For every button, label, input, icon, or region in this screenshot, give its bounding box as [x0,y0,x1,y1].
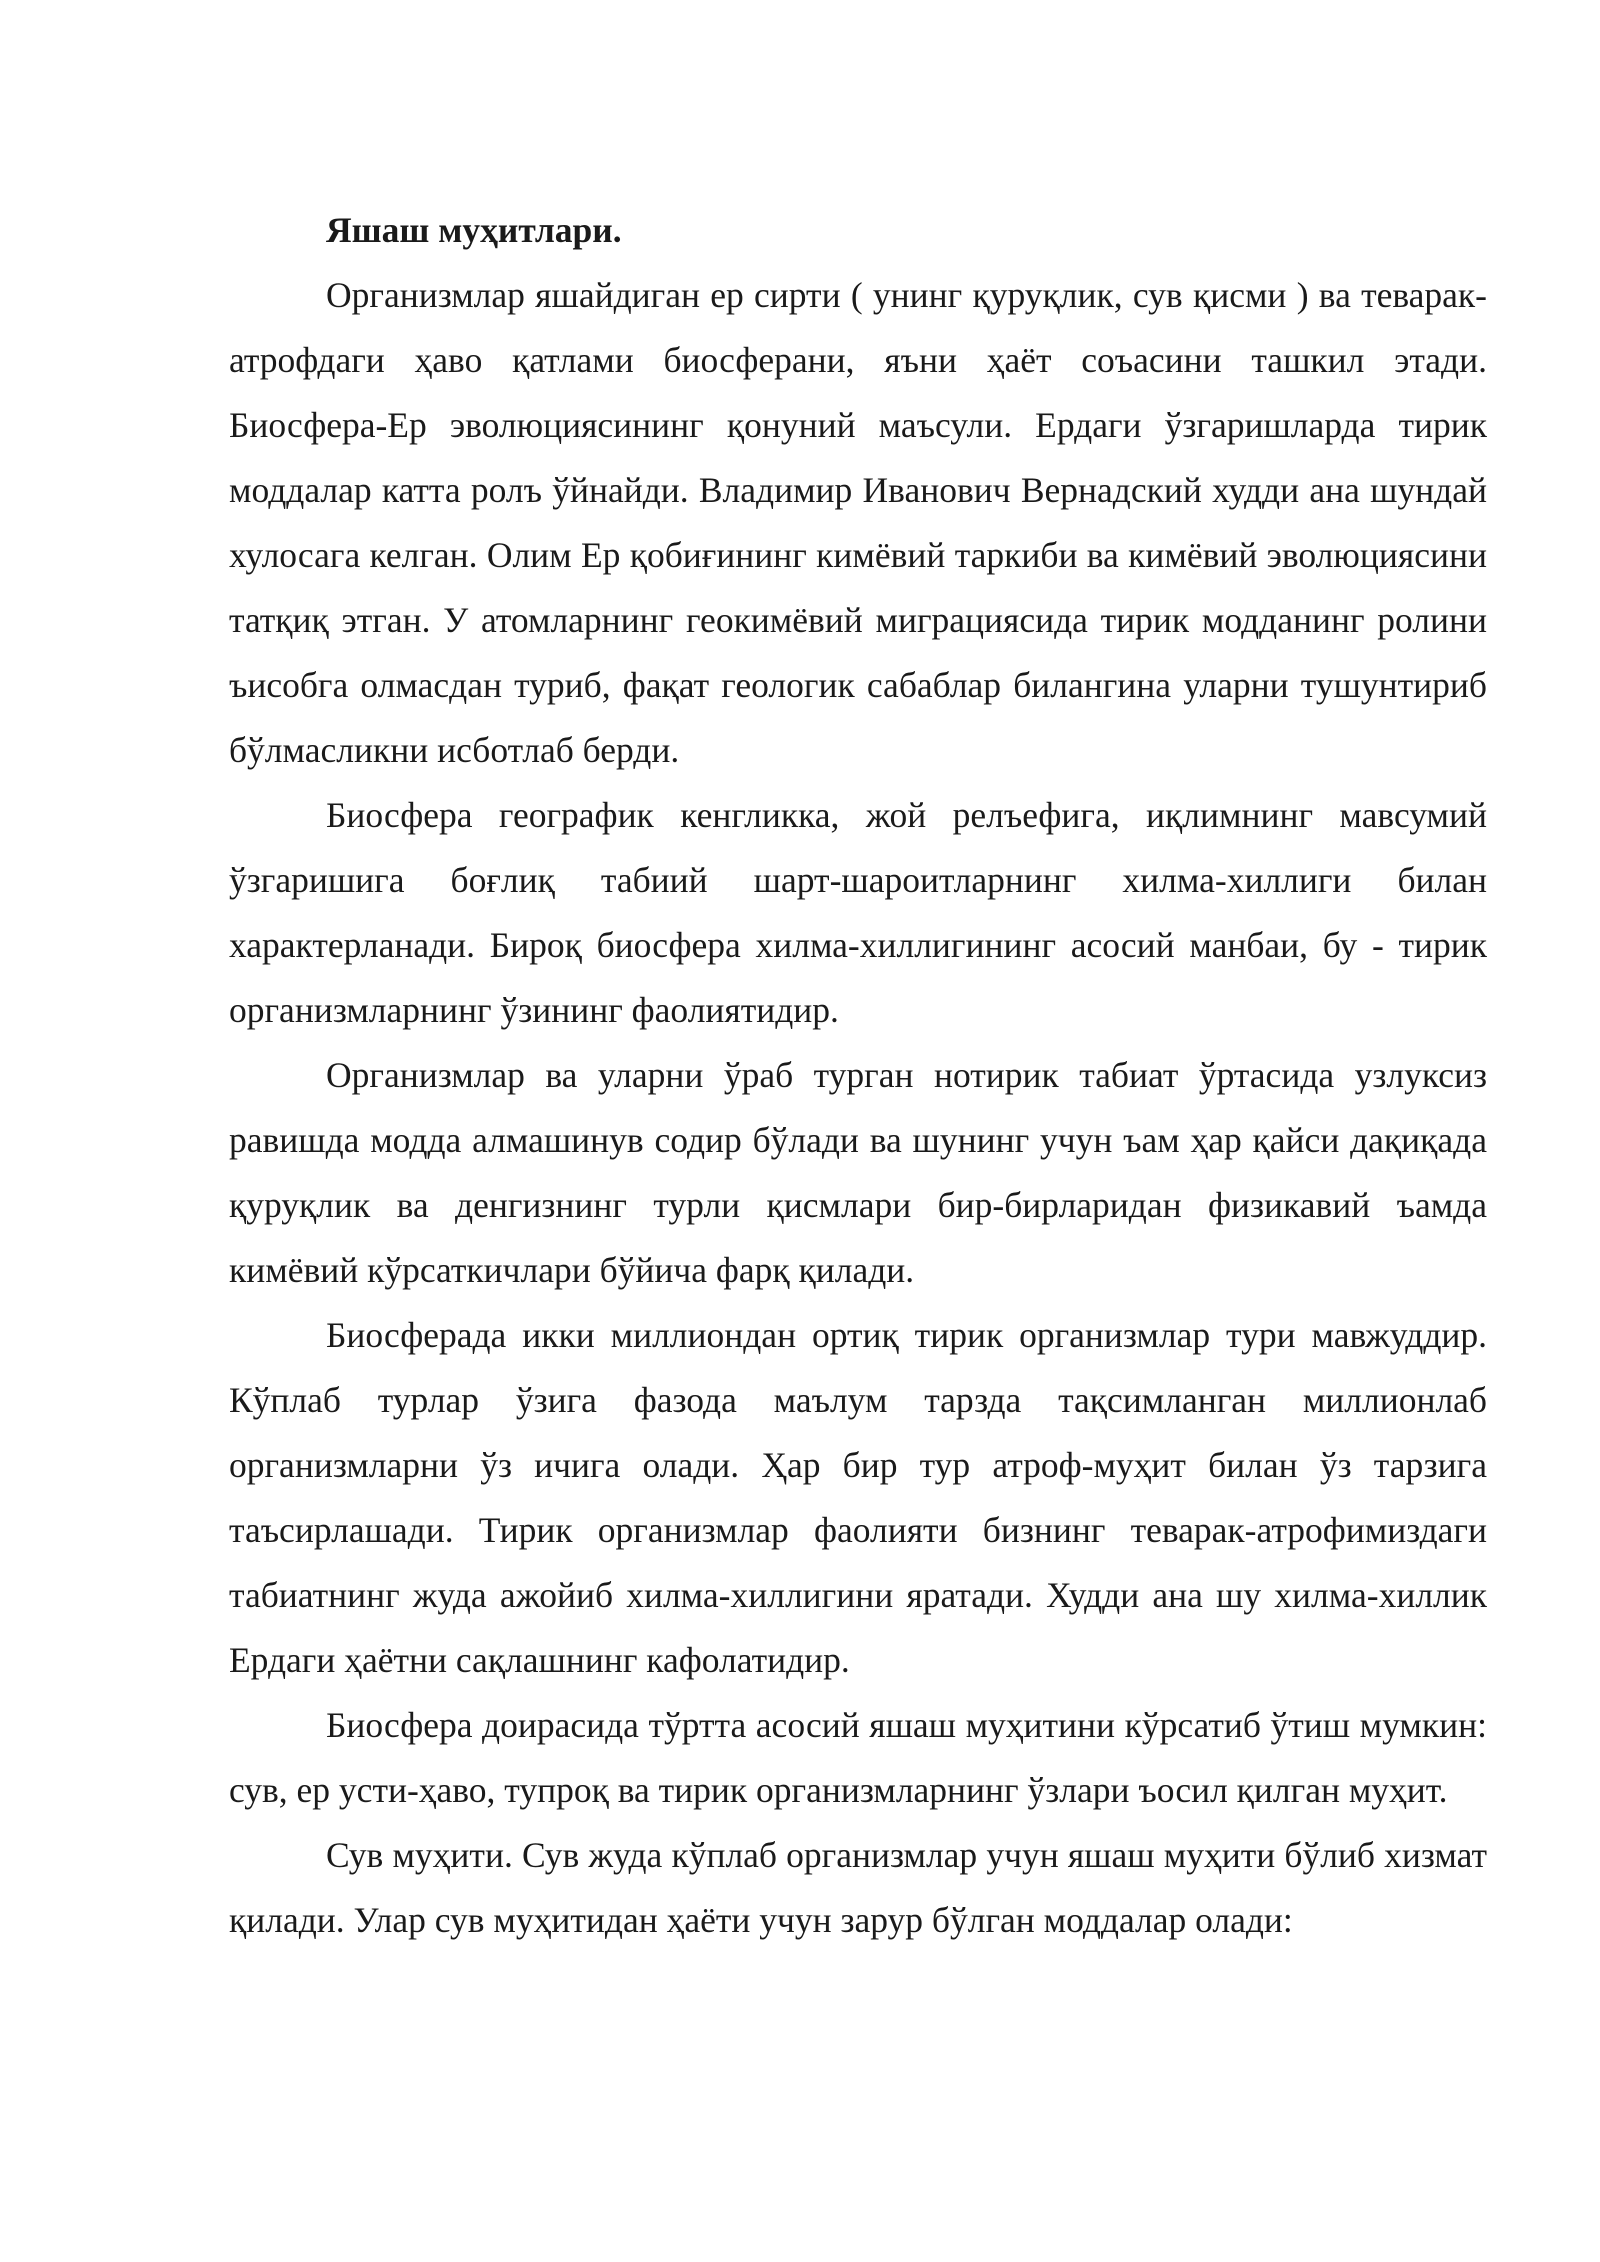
section-heading: Яшаш муҳитлари. [326,210,622,250]
paragraph-biosphere-diversity: Биосфера географик кенгликка, жой релъефига, иқлимнинг мавсумий ўзгаришига боғлиқ табиий шарт-шароитларнинг хилма-хиллиги билан характерланади. Бироқ биосфера хилма-хиллигининг асосий манбаи, бу - тирик организмларнинг ўзининг фаолиятидир. [229,795,1487,1030]
paragraph-biosphere-definition: Организмлар яшайдиган ер сирти ( унинг қуруқлик, сув қисми ) ва теварак-атрофдаги ҳаво қатлами биосферани, яъни ҳаёт соъасини ташкил этади. Биосфера-Ер эволюциясининг қонуний маъсули. Ердаги ўзгаришларда тирик моддалар катта ролъ ўйнайди. Владимир Иванович Вернадский худди ана шундай хулосага келган. Олим Ер қобиғининг кимёвий таркиби ва кимёвий эволюциясини татқиқ этган. У атомларнинг геокимёвий миграциясида тирик модданинг ролини ъисобга олмасдан туриб, фақат геологик сабаблар билангина уларни тушунтириб бўлмасликни исботлаб берди. [229,275,1487,770]
paragraph-water-environment: Сув муҳити. Сув жуда кўплаб организмлар учун яшаш муҳити бўлиб хизмат қилади. Улар сув муҳитидан ҳаёти учун зарур бўлган моддалар олади: [229,1835,1487,1940]
document-body [229,198,1487,1953]
paragraph-species-count: Биосферада икки миллиондан ортиқ тирик организмлар тури мавжуддир. Кўплаб турлар ўзига фазода маълум тарзда тақсимланган миллионлаб организмларни ўз ичига олади. Ҳар бир тур атроф-муҳит билан ўз тарзига таъсирлашади. Тирик организмлар фаолияти бизнинг теварак-атрофимиздаги табиатнинг жуда ажойиб хилма-хиллигини яратади. Худди ана шу хилма-хиллик Ердаги ҳаётни сақлашнинг кафолатидир. [229,1315,1487,1680]
paragraph-living-environments: Биосфера доирасида тўртта асосий яшаш муҳитини кўрсатиб ўтиш мумкин: сув, ер усти-ҳаво, тупроқ ва тирик организмларнинг ўзлари ъосил қилган муҳит. [229,1705,1487,1810]
paragraph-matter-exchange: Организмлар ва уларни ўраб турган нотирик табиат ўртасида узлуксиз равишда модда алмашинув содир бўлади ва шунинг учун ъам ҳар қайси дақиқада қуруқлик ва денгизнинг турли қисмлари бир-бирларидан физикавий ъамда кимёвий кўрсаткичлари бўйича фарқ қилади. [229,1055,1487,1290]
